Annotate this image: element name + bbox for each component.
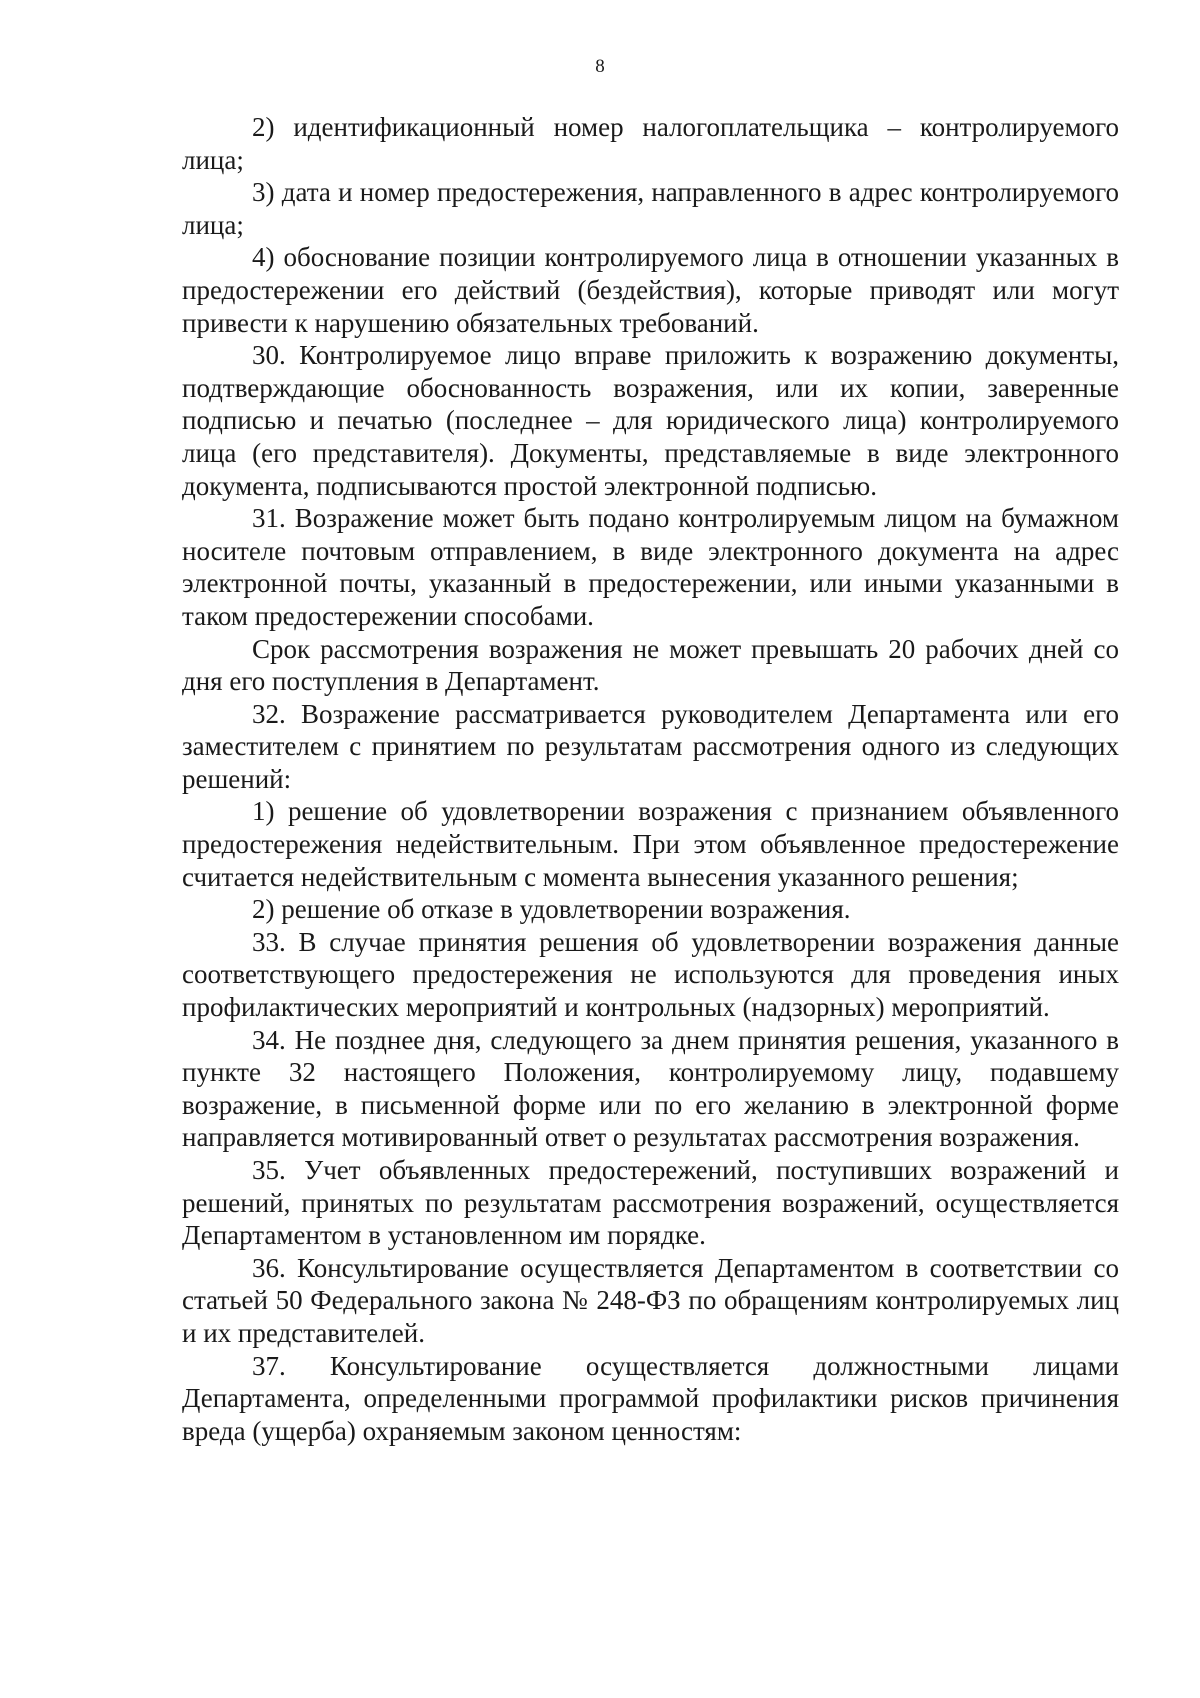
page-number: 8 [595, 56, 605, 77]
paragraph-item-4: 4) обоснование позиции контролируемого лица в отношении указанных в предостережении его действий (бездействия), которые приводят или могут привести к нарушению обязательных требований. [182, 242, 1119, 338]
paragraph-32-decision-2: 2) решение об отказе в удовлетворении возражения. [252, 894, 851, 925]
paragraph-32: 32. Возражение рассматривается руководителем Департамента или его заместителем с принятием по результатам рассмотрения одного из следующих решений: [182, 698, 1119, 794]
paragraph-30: 30. Контролируемое лицо вправе приложить к возражению документы, подтверждающие обоснованность возражения, или их копии, заверенные подписью и печатью (последнее – для юридического лица) контролируемого лица (его представителя). Документы, представляемые в виде электронного документа, подписываются простой электронной подписью. [182, 340, 1119, 501]
document-body [182, 111, 1119, 1447]
paragraph-36: 36. Консультирование осуществляется Департаментом в соответствии со статьей 50 Федерального закона № 248-ФЗ по обращениям контролируемых лиц и их представителей. [182, 1252, 1119, 1348]
paragraph-item-3: 3) дата и номер предостережения, направленного в адрес контролируемого лица; [182, 177, 1119, 240]
paragraph-31: 31. Возражение может быть подано контролируемым лицом на бумажном носителе почтовым отправлением, в виде электронного документа на адрес электронной почты, указанный в предостережении, или иными указанными в таком предостережении способами. [182, 503, 1119, 631]
paragraph-35: 35. Учет объявленных предостережений, поступивших возражений и решений, принятых по результатам рассмотрения возражений, осуществляется Департаментом в установленном им порядке. [182, 1155, 1119, 1251]
paragraph-34: 34. Не позднее дня, следующего за днем принятия решения, указанного в пункте 32 настоящего Положения, контролируемому лицу, подавшему возражение, в письменной форме или по его желанию в электронной форме направляется мотивированный ответ о результатах рассмотрения возражения. [182, 1024, 1119, 1153]
paragraph-item-2: 2) идентификационный номер налогоплательщика – контролируемого лица; [182, 112, 1119, 175]
paragraph-37: 37. Консультирование осуществляется должностными лицами Департамента, определенными программой профилактики рисков причинения вреда (ущерба) охраняемым законом ценностям: [182, 1350, 1119, 1446]
paragraph-31-review-term: Срок рассмотрения возражения не может превышать 20 рабочих дней со дня его поступления в Департамент. [182, 633, 1119, 697]
paragraph-32-decision-1: 1) решение об удовлетворении возражения с признанием объявленного предостережения недействительным. При этом объявленное предостережение считается недействительным с момента вынесения указанного решения; [182, 796, 1119, 892]
paragraph-33: 33. В случае принятия решения об удовлетворении возражения данные соответствующего предостережения не используются для проведения иных профилактических мероприятий и контрольных (надзорных) мероприятий. [182, 926, 1119, 1023]
